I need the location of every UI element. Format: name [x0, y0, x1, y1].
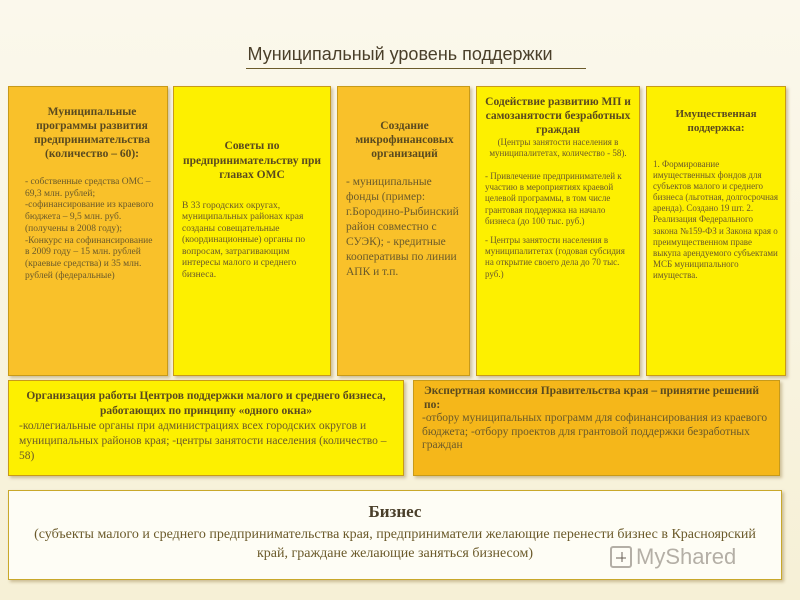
expert-commission-box	[413, 380, 780, 476]
title-underline	[246, 68, 586, 69]
page-title: Муниципальный уровень поддержки	[247, 44, 553, 64]
entrepreneurship-councils-box	[173, 86, 331, 376]
property-support-title: Имущественная поддержка:	[675, 108, 757, 134]
expert-commission-text: -отбору муниципальных программ для софинансирования из краевого бюджета; -отбору проектов для грантовой поддержки безработных граждан	[422, 412, 768, 451]
business-title: Бизнес	[368, 502, 422, 521]
entrepreneurship-councils-text: В 33 городских округах, муниципальных районах края созданы совещательные (координационные) органы по вопросам, затрагивающим интересы малого и среднего бизнеса.	[182, 200, 306, 280]
support-centers-title: Организация работы Центров поддержки малого и среднего бизнеса, работающих по принципу «одного окна»	[26, 390, 386, 417]
municipal-programs-box	[8, 86, 168, 376]
logo-icon	[610, 546, 632, 568]
microfinance-text: - муниципальные фонды (пример: г.Бородино-Рыбинский район совместно с СУЭК); - кредитные кооперативы по линии АПК и т.п.	[346, 176, 459, 278]
municipal-programs-text: - собственные средства ОМС – 69,3 млн. рублей; -софинансирование из краевого бюджета – 9,5 млн. руб. (получены в 2008 году); -Конкурс на софинансирование в 2009 году – 15 млн. рублей (краевые средства) и 35 млн. рублей (федеральные)	[25, 177, 154, 281]
entrepreneurship-councils-title: Советы по предпринимательству при главах ОМС	[182, 140, 322, 181]
business-text: (субъекты малого и среднего предпринимательства края, предприниматели желающие перенести бизнес в Красноярский край, граждане желающие заняться бизнесом)	[34, 527, 756, 561]
support-centers-text: -коллегиальные органы при администрациях всех городских округов и муниципальных районов края; -центры занятости населения (количество – 58)	[19, 420, 387, 462]
watermark	[610, 543, 760, 571]
self-employment-text-1: - Привлечение предпринимателей к участию в мероприятиях краевой целевой программы, в том числе грантовая поддержка на начало бизнеса (до 100 тыс. руб.)	[485, 171, 622, 226]
expert-commission-title: Экспертная комиссия Правительства края – принятие решений по:	[424, 385, 759, 411]
self-employment-box	[476, 86, 640, 376]
property-support-box	[646, 86, 786, 376]
support-centers-box	[8, 380, 404, 476]
self-employment-title: Содействие развитию МП и самозанятости безработных граждан	[485, 96, 631, 136]
municipal-programs-title: Муниципальные программы развития предпринимательства (количество – 60):	[34, 106, 150, 160]
watermark-text: MyShared	[636, 544, 737, 569]
microfinance-title: Создание микрофинансовых организаций	[355, 120, 454, 160]
property-support-text: 1. Формирование имущественных фондов для субъектов малого и среднего бизнеса (льготная, долгосрочная аренда). Создано 19 шт. 2. Реализация Федерального закона №159-ФЗ и Закона края о преимущественном праве выкупа арендуемого субъектами МСБ муниципального имущества.	[653, 159, 779, 280]
self-employment-text-2: - Центры занятости населения в муниципалитетах (годовая субсидия на открытие своего дела до 70 тыс. руб.)	[485, 235, 625, 279]
microfinance-box	[337, 86, 470, 376]
self-employment-subtitle: (Центры занятости населения в муниципалитетах, количество - 58).	[489, 137, 627, 158]
